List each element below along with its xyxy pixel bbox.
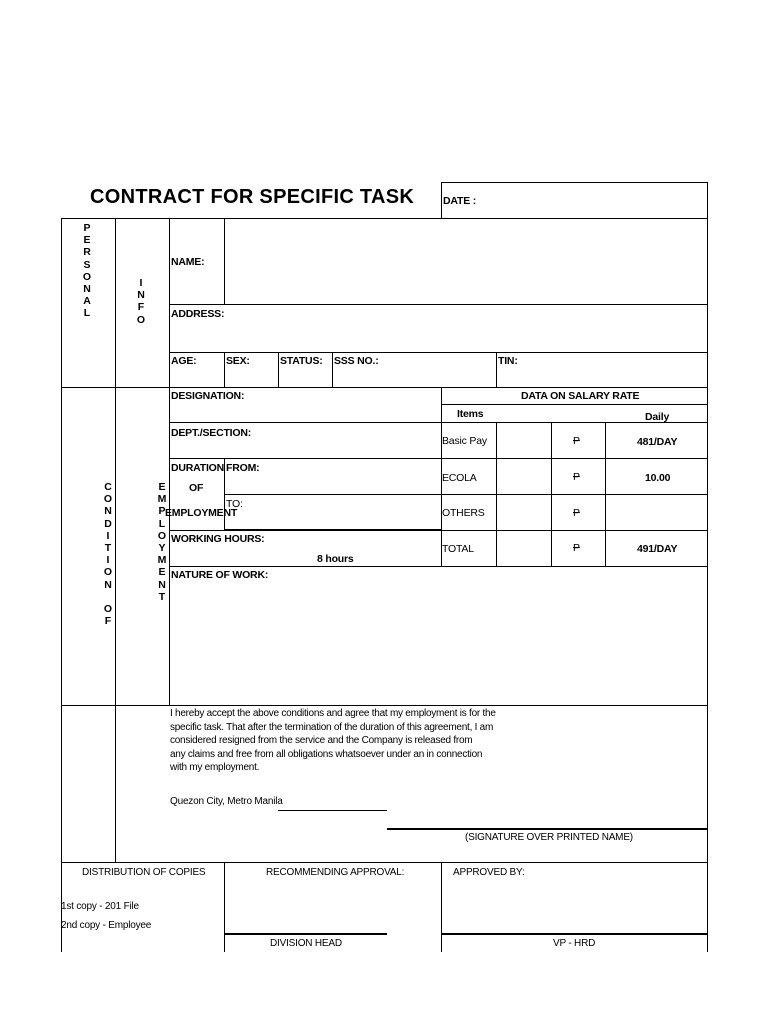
nature-of-work-label: NATURE OF WORK: bbox=[171, 569, 269, 581]
grid-line bbox=[169, 218, 170, 705]
designation-label: DESIGNATION: bbox=[171, 390, 245, 402]
grid-line bbox=[441, 404, 708, 405]
salary-item: TOTAL bbox=[442, 543, 474, 555]
grid-line bbox=[224, 862, 225, 952]
salary-item: OTHERS bbox=[442, 507, 485, 519]
grid-line bbox=[169, 422, 708, 423]
agreement-line: with my employment. bbox=[170, 762, 260, 774]
grid-line bbox=[496, 352, 497, 387]
daily-header: Daily bbox=[645, 411, 670, 423]
items-header: Items bbox=[457, 408, 484, 420]
peso-symbol: P bbox=[573, 435, 580, 447]
grid-line bbox=[115, 218, 116, 863]
approved-signature-field[interactable] bbox=[445, 882, 703, 930]
info-side-label: I N F O bbox=[136, 277, 146, 326]
employment-side-label: E M P L O Y M E N T bbox=[157, 481, 167, 603]
peso-symbol: P bbox=[573, 507, 580, 519]
name-field[interactable] bbox=[228, 222, 702, 302]
grid-line bbox=[169, 458, 708, 459]
status-label: STATUS: bbox=[280, 355, 323, 367]
name-label: NAME: bbox=[171, 256, 205, 268]
grid-line bbox=[707, 182, 708, 952]
salary-item: ECOLA bbox=[442, 472, 477, 484]
recommending-label: RECOMMENDING APPROVAL: bbox=[266, 867, 405, 878]
grid-line bbox=[169, 304, 708, 305]
grid-line bbox=[169, 530, 708, 531]
grid-line bbox=[61, 705, 708, 706]
peso-symbol: P bbox=[573, 471, 580, 483]
division-head-line bbox=[224, 933, 387, 935]
grid-line bbox=[61, 218, 708, 219]
grid-line bbox=[441, 862, 442, 952]
date-label: DATE : bbox=[443, 195, 477, 207]
to-label: TO: bbox=[226, 498, 243, 510]
working-hours-value: 8 hours bbox=[317, 553, 354, 565]
place-underline bbox=[278, 810, 387, 811]
salary-item: Basic Pay bbox=[442, 435, 487, 447]
duration-employment-label: EMPLOYMENT bbox=[165, 507, 238, 519]
salary-daily-value: 481/DAY bbox=[637, 436, 678, 448]
sex-label: SEX: bbox=[226, 355, 250, 367]
grid-line bbox=[332, 352, 333, 387]
duration-of-label: OF bbox=[189, 482, 204, 494]
grid-line bbox=[224, 352, 225, 387]
agreement-line: I hereby accept the above conditions and agree that my employment is for the bbox=[170, 708, 496, 719]
grid-line bbox=[169, 566, 708, 567]
agreement-line: considered resigned from the service and the Company is released from bbox=[170, 735, 473, 747]
duration-label: DURATION bbox=[171, 462, 225, 474]
recommending-signature-field[interactable] bbox=[228, 882, 384, 930]
grid-line bbox=[224, 218, 225, 305]
address-field[interactable] bbox=[225, 306, 702, 350]
grid-line bbox=[441, 494, 708, 495]
tin-label: TIN: bbox=[498, 355, 518, 367]
copy-1: 1st copy - 201 File bbox=[61, 901, 139, 912]
copy-2: 2nd copy - Employee bbox=[61, 920, 152, 931]
agreement-line: any claims and free from all obligations whatsoever under an in connection bbox=[170, 748, 483, 760]
signature-line bbox=[387, 828, 708, 830]
working-hours-label: WORKING HOURS: bbox=[171, 533, 265, 545]
peso-symbol: P bbox=[573, 542, 580, 554]
date-field[interactable] bbox=[480, 186, 702, 214]
grid-line bbox=[61, 387, 708, 388]
vp-hrd-label: VP - HRD bbox=[553, 938, 596, 949]
grid-line bbox=[169, 352, 708, 353]
salary-header: DATA ON SALARY RATE bbox=[521, 390, 640, 402]
salary-daily-value: 10.00 bbox=[645, 472, 671, 484]
agreement-paragraph bbox=[170, 707, 496, 775]
approved-by-label: APPROVED BY: bbox=[453, 867, 525, 878]
salary-daily-value: 491/DAY bbox=[637, 543, 678, 555]
signature-caption: (SIGNATURE OVER PRINTED NAME) bbox=[465, 832, 633, 843]
agreement-line: specific task. That after the termination of the duration of this agreement, I am bbox=[170, 721, 494, 733]
sss-label: SSS NO.: bbox=[334, 355, 379, 367]
form-title: CONTRACT FOR SPECIFIC TASK bbox=[90, 186, 415, 208]
address-label: ADDRESS: bbox=[171, 308, 225, 320]
from-label: FROM: bbox=[226, 462, 260, 474]
nature-of-work-field[interactable] bbox=[172, 584, 702, 700]
signature-field[interactable] bbox=[390, 808, 704, 826]
grid-line bbox=[441, 182, 708, 183]
grid-line bbox=[278, 352, 279, 387]
vp-hrd-line bbox=[441, 933, 708, 935]
to-field-box[interactable] bbox=[224, 494, 442, 530]
grid-line bbox=[61, 218, 62, 952]
division-head-label: DIVISION HEAD bbox=[270, 938, 342, 949]
dept-label: DEPT./SECTION: bbox=[171, 427, 252, 439]
grid-line bbox=[441, 182, 442, 218]
place-label: Quezon City, Metro Manila bbox=[170, 796, 283, 807]
condition-side-label: C O N D I T I O N O F bbox=[103, 481, 113, 628]
grid-line bbox=[61, 862, 708, 863]
distribution-label: DISTRIBUTION OF COPIES bbox=[82, 867, 206, 878]
personal-side-label: P E R S O N A L bbox=[82, 222, 92, 320]
age-label: AGE: bbox=[171, 355, 197, 367]
